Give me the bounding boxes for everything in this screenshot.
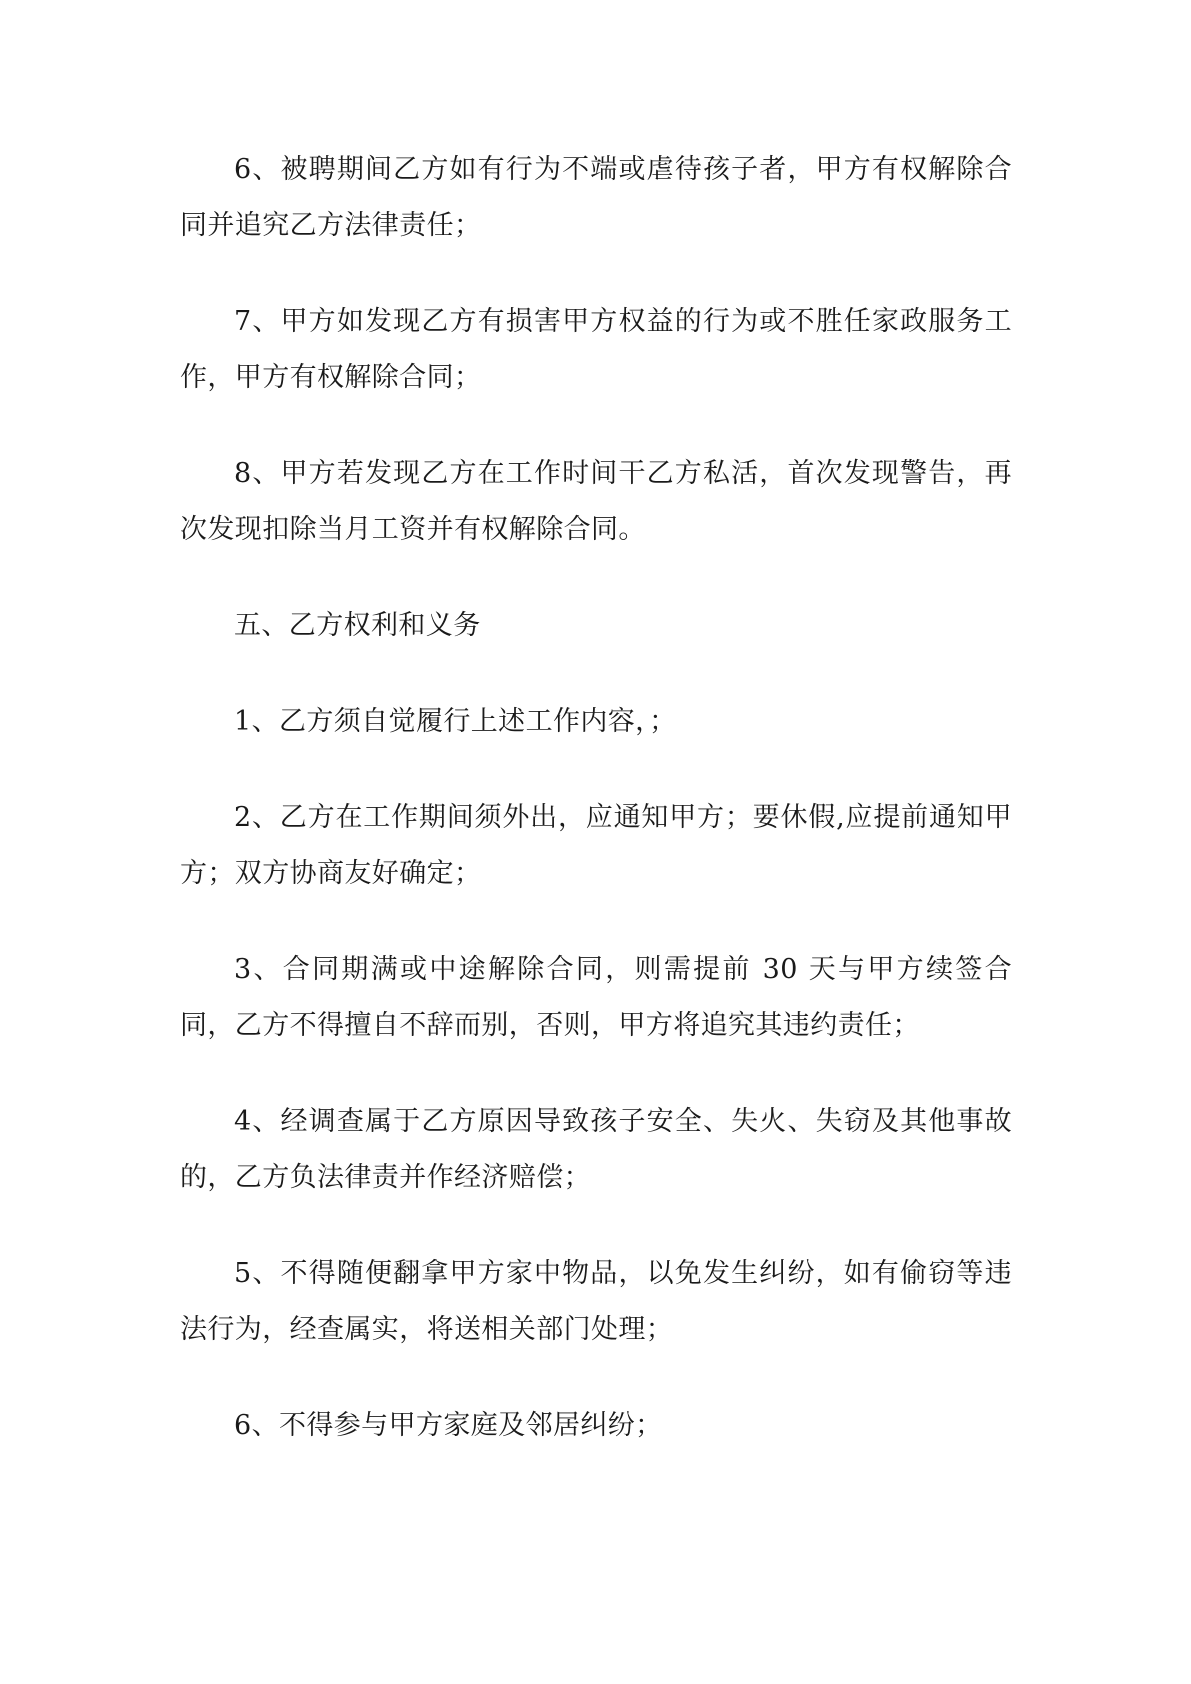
clause-5-3: 3、合同期满或中途解除合同，则需提前 30 天与甲方续签合同，乙方不得擅自不辞而别，否则，甲方将追究其违约责任；: [180, 954, 1012, 1041]
clause-5-5: 5、不得随便翻拿甲方家中物品，以免发生纠纷，如有偷窃等违法行为，经查属实，将送相关部门处理；: [180, 1258, 1012, 1345]
clause-5-1: 1、乙方须自觉履行上述工作内容，；: [234, 706, 677, 737]
clause-4-8: 8、甲方若发现乙方在工作时间干乙方私活，首次发现警告，再次发现扣除当月工资并有权解除合同。: [180, 458, 1012, 545]
section-heading-5: 五、乙方权利和义务: [234, 610, 481, 641]
clause-5-4: 4、经调查属于乙方原因导致孩子安全、失火、失窃及其他事故的，乙方负法律责并作经济赔偿；: [180, 1106, 1012, 1193]
clause-5-2: 2、乙方在工作期间须外出，应通知甲方；要休假,应提前通知甲方；双方协商友好确定；: [180, 802, 1012, 889]
clause-4-7: 7、甲方如发现乙方有损害甲方权益的行为或不胜任家政服务工作，甲方有权解除合同；: [180, 306, 1012, 393]
clause-5-6: 6、不得参与甲方家庭及邻居纠纷；: [234, 1410, 663, 1441]
document-body: [180, 142, 1012, 1494]
clause-4-6: 6、被聘期间乙方如有行为不端或虐待孩子者，甲方有权解除合同并追究乙方法律责任；: [180, 154, 1012, 241]
